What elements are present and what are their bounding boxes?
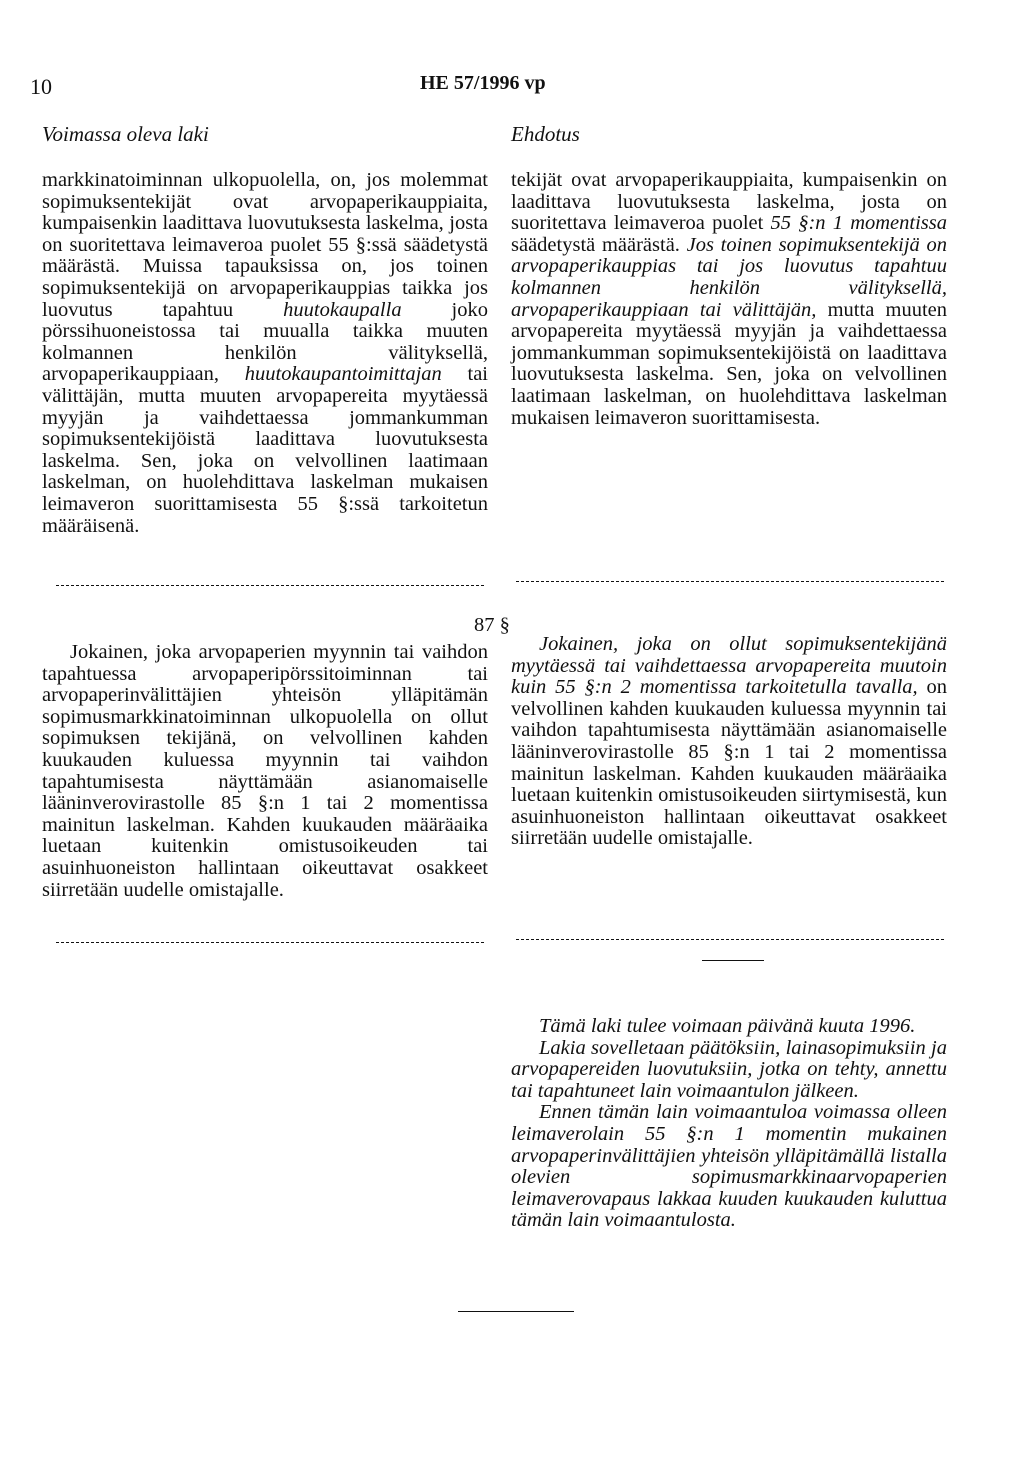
left-column-heading: Voimassa oleva laki [42,122,209,146]
final-provisions [511,1016,947,1232]
page-number: 10 [30,74,52,99]
final-paragraph: Lakia sovelletaan päätöksiin, lainasopimuksiin ja arvopapereiden luovutuksiin, jotka on tehty, annettu tai tapahtuneet lain voimaantulon jälkeen. [511,1036,947,1102]
text-run: tekijät ovat arvopaperikauppiaita, kumpaisenkin on laadittava luovutuksesta laskelma, josta on suoritettava leimaveroa puolet [511,169,947,235]
omission-dashes-right [516,581,944,582]
final-paragraph: Tämä laki tulee voimaan päivänä kuuta 1996. [539,1015,916,1037]
separator-rule [702,960,764,961]
section1-left-text [42,170,488,537]
text-run: on velvollinen kahden kuukauden kuluessa myynnin tai vaihdon tapahtumisesta näyttämään asianomaiselle lääninverovirastolle 85 §:n 1 tai 2 momentissa mainitun laskelman. Kahden kuukauden määräaika luetaan kuitenkin omistusoikeuden siirtymisestä, kun asuinhuoneiston hallintaan oikeuttavat osakkeet siirretään uudelle omistajalle. [511,676,947,850]
text-run: tai välittäjän, mutta muuten arvopapereita myytäessä myyjän ja vaihdettaessa jommankumman sopimuksentekijöistä laadittava luovutuksesta laskelma. Sen, joka on velvollinen laatimaan laskelman, on huolehdittava laskelman mukaisen leimaveron suorittamisesta 55 §:ssä tarkoitetun määräisenä. [42,363,488,537]
right-column-heading: Ehdotus [511,122,580,146]
section87-right-text [511,634,947,850]
text-run-italic: huutokaupantoimittajan [244,363,442,386]
final-paragraph: Ennen tämän lain voimaantuloa voimassa olleen leimaverolain 55 §:n 1 momentin mukainen arvopaperinvälittäjien yhteisön ylläpitämällä listalla olevien sopimusmarkkinaarvopaperien leimaverovapaus lakkaa kuuden kuukauden kuluttua tämän lain voimaantulosta. [511,1101,947,1232]
text-run: markkinatoiminnan ulkopuolella, on, jos molemmat sopimuksentekijät ovat arvopaperikauppiaita, kumpaisenkin laadittava luovutuksesta laskelma, josta on suoritettava leimaveroa puolet 55 §:ssä säädetystä määrästä. Muissa tapauksissa on, jos toinen sopimuksentekijä on arvopaperikauppias taikka jos luovutus tapahtuu [42,169,488,321]
text-run: mutta muuten arvopapereita myytäessä myyjän ja vaihdettaessa jommankumman sopimuksentekijöistä on laadittava luovutuksesta laskelma. Sen, joka on velvollinen laatimaan laskelman, on huolehdittava laskelman mukaisen leimaveron suorittamisesta. [511,298,947,429]
text-run-italic: Jokainen, joka on ollut sopimuksentekijänä myytäessä tai vaihdettaessa arvopapereita muutoin kuin 55 §:n 2 momentissa tarkoitetulla tavalla, [511,633,947,699]
omission-dashes-left [56,585,484,586]
text-run: säädetystä määrästä. [511,233,687,256]
end-rule [458,1311,574,1312]
omission-dashes-left [56,942,484,943]
section-number: 87 § [474,614,510,636]
text-run-italic: Jos toinen sopimuksentekijä on arvopaperikauppias tai jos luovutus tapahtuu kolmannen henkilön välityksellä, arvopaperikauppiaan tai välittäjän, [511,233,947,321]
document-header: HE 57/1996 vp [420,72,546,94]
text-run-italic: huutokaupalla [283,298,402,321]
text-run-italic: 55 §:n 1 momentissa [770,212,947,235]
section87-left-text: Jokainen, joka arvopaperien myynnin tai vaihdon tapahtuessa arvopaperipörssitoiminnan tai arvopaperinvälittäjien yhteisön ylläpitämän sopimusmarkkinatoiminnan ulkopuolella on ollut sopimuksen tekijänä, on velvollinen kahden kuukauden kuluessa myynnin tai vaihdon tapahtumisesta näyttämään asianomaiselle lääninverovirastolle 85 §:n 1 tai 2 momentissa mainitun laskelman. Kahden kuukauden määräaika luetaan kuitenkin omistusoikeuden tai asuinhuoneiston hallintaan oikeuttavat osakkeet siirretään uudelle omistajalle. [42,641,488,901]
section1-right-text [511,170,947,429]
text-run: joko pörssihuoneistossa tai muualla taikka muuten kolmannen henkilön välityksellä, arvopaperikauppiaan, [42,298,488,386]
omission-dashes-right [516,939,944,940]
